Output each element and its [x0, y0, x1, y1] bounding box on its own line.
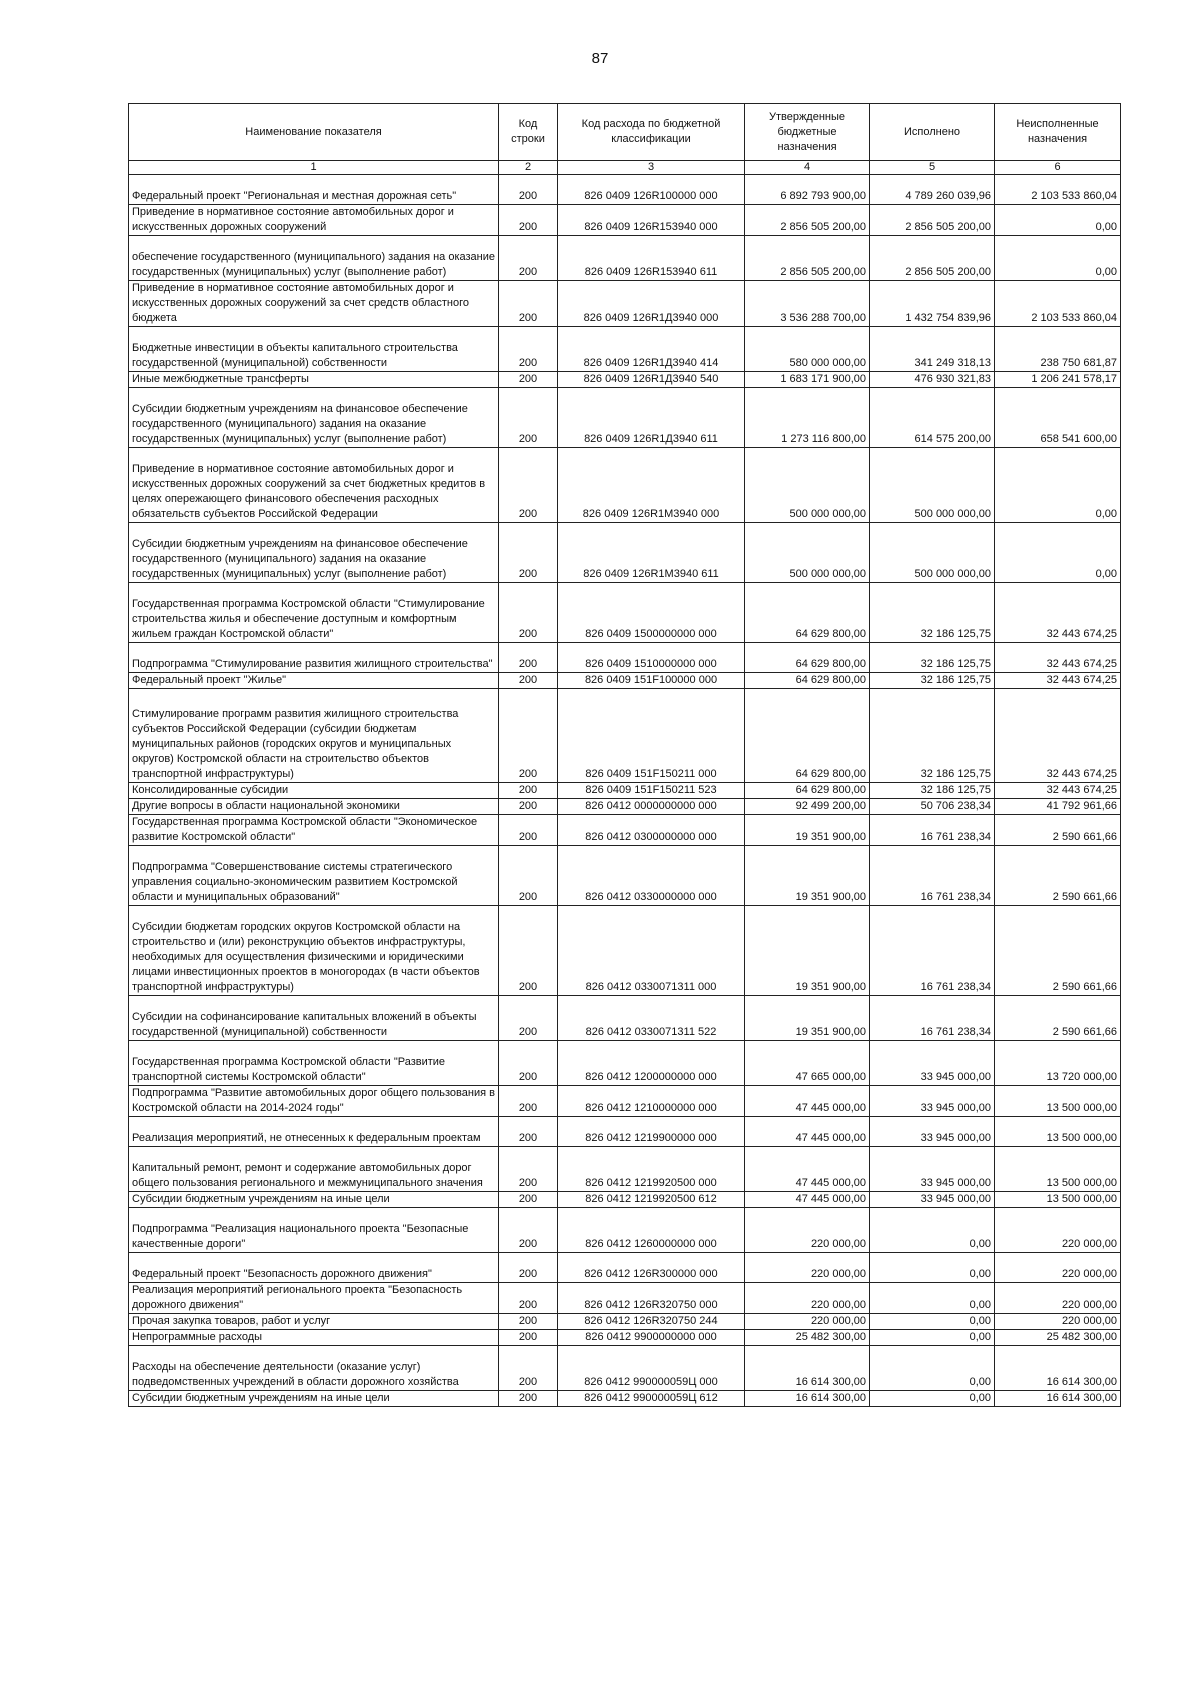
row-approved: 19 351 900,00 — [745, 906, 870, 996]
row-code: 200 — [499, 1314, 558, 1330]
row-name: Подпрограмма "Совершенствование системы стратегического управления социально-экономическим развитием Костромской области и муниципальных образований" — [129, 846, 499, 906]
row-approved: 6 892 793 900,00 — [745, 175, 870, 205]
row-unexecuted: 32 443 674,25 — [995, 643, 1121, 673]
row-name: Другие вопросы в области национальной экономики — [129, 799, 499, 815]
row-name: Федеральный проект "Региональная и местная дорожная сеть" — [129, 175, 499, 205]
row-approved: 47 445 000,00 — [745, 1192, 870, 1208]
row-approved: 47 445 000,00 — [745, 1147, 870, 1192]
row-executed: 2 856 505 200,00 — [870, 236, 995, 281]
row-approved: 64 629 800,00 — [745, 583, 870, 643]
row-code: 200 — [499, 448, 558, 523]
row-executed: 32 186 125,75 — [870, 583, 995, 643]
row-name: Государственная программа Костромской области "Развитие транспортной системы Костромской области" — [129, 1041, 499, 1086]
row-kbk: 826 0412 1210000000 000 — [558, 1086, 745, 1117]
row-name: Приведение в нормативное состояние автомобильных дорог и искусственных дорожных сооружений — [129, 205, 499, 236]
row-code: 200 — [499, 1283, 558, 1314]
row-approved: 16 614 300,00 — [745, 1346, 870, 1391]
row-executed: 0,00 — [870, 1391, 995, 1407]
row-code: 200 — [499, 1086, 558, 1117]
row-code: 200 — [499, 783, 558, 799]
table-row — [129, 523, 1121, 583]
table-row — [129, 846, 1121, 906]
row-unexecuted: 2 590 661,66 — [995, 815, 1121, 846]
header-executed: Исполнено — [870, 104, 995, 161]
table-row — [129, 996, 1121, 1041]
row-code: 200 — [499, 281, 558, 327]
row-unexecuted: 2 590 661,66 — [995, 996, 1121, 1041]
row-kbk: 826 0409 151F150211 000 — [558, 689, 745, 783]
table-row — [129, 906, 1121, 996]
row-executed: 16 761 238,34 — [870, 996, 995, 1041]
row-unexecuted: 2 590 661,66 — [995, 846, 1121, 906]
table-row — [129, 1117, 1121, 1147]
column-number: 1 — [129, 161, 499, 175]
row-executed: 341 249 318,13 — [870, 327, 995, 372]
row-unexecuted: 658 541 600,00 — [995, 388, 1121, 448]
row-name: обеспечение государственного (муниципального) задания на оказание государственных (муниципальных) услуг (выполнение работ) — [129, 236, 499, 281]
row-unexecuted: 2 103 533 860,04 — [995, 281, 1121, 327]
row-unexecuted: 220 000,00 — [995, 1283, 1121, 1314]
row-executed: 33 945 000,00 — [870, 1147, 995, 1192]
row-unexecuted: 32 443 674,25 — [995, 783, 1121, 799]
row-kbk: 826 0409 1500000000 000 — [558, 583, 745, 643]
row-name: Федеральный проект "Безопасность дорожного движения" — [129, 1253, 499, 1283]
row-unexecuted: 32 443 674,25 — [995, 583, 1121, 643]
row-executed: 614 575 200,00 — [870, 388, 995, 448]
row-code: 200 — [499, 996, 558, 1041]
row-executed: 500 000 000,00 — [870, 523, 995, 583]
header-unexecuted: Неисполненные назначения — [995, 104, 1121, 161]
row-unexecuted: 32 443 674,25 — [995, 689, 1121, 783]
row-unexecuted: 13 500 000,00 — [995, 1117, 1121, 1147]
row-approved: 64 629 800,00 — [745, 643, 870, 673]
row-unexecuted: 13 500 000,00 — [995, 1192, 1121, 1208]
row-executed: 0,00 — [870, 1314, 995, 1330]
row-approved: 500 000 000,00 — [745, 523, 870, 583]
row-name: Расходы на обеспечение деятельности (оказание услуг) подведомственных учреждений в области дорожного хозяйства — [129, 1346, 499, 1391]
row-kbk: 826 0409 126R1Д3940 414 — [558, 327, 745, 372]
row-kbk: 826 0412 990000059Ц 612 — [558, 1391, 745, 1407]
table-row — [129, 205, 1121, 236]
table-row — [129, 673, 1121, 689]
row-unexecuted: 0,00 — [995, 448, 1121, 523]
row-kbk: 826 0409 126R153940 611 — [558, 236, 745, 281]
row-kbk: 826 0409 126R1Д3940 000 — [558, 281, 745, 327]
row-code: 200 — [499, 236, 558, 281]
row-unexecuted: 238 750 681,87 — [995, 327, 1121, 372]
row-name: Непрограммные расходы — [129, 1330, 499, 1346]
row-kbk: 826 0412 126R300000 000 — [558, 1253, 745, 1283]
row-code: 200 — [499, 1192, 558, 1208]
row-executed: 0,00 — [870, 1346, 995, 1391]
row-executed: 32 186 125,75 — [870, 689, 995, 783]
row-kbk: 826 0409 151F150211 523 — [558, 783, 745, 799]
row-name: Субсидии бюджетным учреждениям на финансовое обеспечение государственного (муниципального) задания на оказание государственных (муниципальных) услуг (выполнение работ) — [129, 388, 499, 448]
row-executed: 16 761 238,34 — [870, 815, 995, 846]
table-body — [129, 175, 1121, 1407]
table-row — [129, 175, 1121, 205]
row-code: 200 — [499, 205, 558, 236]
row-code: 200 — [499, 1391, 558, 1407]
row-code: 200 — [499, 673, 558, 689]
row-approved: 3 536 288 700,00 — [745, 281, 870, 327]
row-name: Приведение в нормативное состояние автомобильных дорог и искусственных дорожных сооружений за счет бюджетных кредитов в целях опережающего финансового обеспечения расходных обязательств субъектов Российской Федерации — [129, 448, 499, 523]
table-row — [129, 236, 1121, 281]
column-number: 6 — [995, 161, 1121, 175]
table-row — [129, 1208, 1121, 1253]
table-row — [129, 388, 1121, 448]
row-unexecuted: 25 482 300,00 — [995, 1330, 1121, 1346]
table-row — [129, 1330, 1121, 1346]
row-kbk: 826 0409 126R1М3940 000 — [558, 448, 745, 523]
table-row — [129, 643, 1121, 673]
row-unexecuted: 41 792 961,66 — [995, 799, 1121, 815]
row-executed: 32 186 125,75 — [870, 783, 995, 799]
row-name: Реализация мероприятий, не отнесенных к федеральным проектам — [129, 1117, 499, 1147]
row-executed: 500 000 000,00 — [870, 448, 995, 523]
table-row — [129, 1086, 1121, 1117]
header-name: Наименование показателя — [129, 104, 499, 161]
row-approved: 220 000,00 — [745, 1208, 870, 1253]
row-kbk: 826 0412 1219900000 000 — [558, 1117, 745, 1147]
row-unexecuted: 0,00 — [995, 523, 1121, 583]
row-name: Подпрограмма "Развитие автомобильных дорог общего пользования в Костромской области на 2014-2024 годы" — [129, 1086, 499, 1117]
table-row — [129, 583, 1121, 643]
row-unexecuted: 16 614 300,00 — [995, 1346, 1121, 1391]
row-code: 200 — [499, 1147, 558, 1192]
row-executed: 0,00 — [870, 1208, 995, 1253]
row-kbk: 826 0412 0300000000 000 — [558, 815, 745, 846]
table-header-row — [129, 104, 1121, 161]
row-name: Приведение в нормативное состояние автомобильных дорог и искусственных дорожных сооружений за счет средств областного бюджета — [129, 281, 499, 327]
budget-report-table — [128, 103, 1121, 1407]
column-number: 3 — [558, 161, 745, 175]
row-executed: 33 945 000,00 — [870, 1117, 995, 1147]
row-code: 200 — [499, 643, 558, 673]
row-executed: 32 186 125,75 — [870, 673, 995, 689]
row-code: 200 — [499, 1117, 558, 1147]
row-code: 200 — [499, 1346, 558, 1391]
row-kbk: 826 0412 126R320750 244 — [558, 1314, 745, 1330]
row-unexecuted: 220 000,00 — [995, 1208, 1121, 1253]
table-row — [129, 1253, 1121, 1283]
row-approved: 19 351 900,00 — [745, 996, 870, 1041]
row-unexecuted: 13 500 000,00 — [995, 1147, 1121, 1192]
row-approved: 19 351 900,00 — [745, 815, 870, 846]
row-code: 200 — [499, 523, 558, 583]
row-kbk: 826 0409 126R1М3940 611 — [558, 523, 745, 583]
row-name: Капитальный ремонт, ремонт и содержание автомобильных дорог общего пользования регионального и межмуниципального значения — [129, 1147, 499, 1192]
row-kbk: 826 0412 1200000000 000 — [558, 1041, 745, 1086]
row-name: Прочая закупка товаров, работ и услуг — [129, 1314, 499, 1330]
table-row — [129, 1147, 1121, 1192]
row-approved: 500 000 000,00 — [745, 448, 870, 523]
row-executed: 476 930 321,83 — [870, 372, 995, 388]
row-executed: 32 186 125,75 — [870, 643, 995, 673]
table-row — [129, 1314, 1121, 1330]
row-approved: 1 273 116 800,00 — [745, 388, 870, 448]
table-row — [129, 799, 1121, 815]
table-row — [129, 372, 1121, 388]
table-row — [129, 448, 1121, 523]
row-executed: 0,00 — [870, 1330, 995, 1346]
row-name: Бюджетные инвестиции в объекты капитального строительства государственной (муниципальной) собственности — [129, 327, 499, 372]
row-executed: 0,00 — [870, 1283, 995, 1314]
row-unexecuted: 16 614 300,00 — [995, 1391, 1121, 1407]
row-code: 200 — [499, 1041, 558, 1086]
row-executed: 33 945 000,00 — [870, 1086, 995, 1117]
row-kbk: 826 0412 990000059Ц 000 — [558, 1346, 745, 1391]
row-kbk: 826 0412 1219920500 000 — [558, 1147, 745, 1192]
row-approved: 220 000,00 — [745, 1253, 870, 1283]
row-kbk: 826 0412 1219920500 612 — [558, 1192, 745, 1208]
row-executed: 16 761 238,34 — [870, 906, 995, 996]
table-row — [129, 327, 1121, 372]
row-executed: 50 706 238,34 — [870, 799, 995, 815]
row-code: 200 — [499, 815, 558, 846]
row-executed: 33 945 000,00 — [870, 1192, 995, 1208]
table-row — [129, 689, 1121, 783]
row-name: Реализация мероприятий регионального проекта "Безопасность дорожного движения" — [129, 1283, 499, 1314]
column-number: 5 — [870, 161, 995, 175]
row-executed: 1 432 754 839,96 — [870, 281, 995, 327]
row-code: 200 — [499, 689, 558, 783]
row-executed: 2 856 505 200,00 — [870, 205, 995, 236]
row-unexecuted: 0,00 — [995, 205, 1121, 236]
table-row — [129, 281, 1121, 327]
row-approved: 16 614 300,00 — [745, 1391, 870, 1407]
row-name: Субсидии бюджетным учреждениям на иные цели — [129, 1192, 499, 1208]
row-kbk: 826 0412 1260000000 000 — [558, 1208, 745, 1253]
row-name: Субсидии бюджетным учреждениям на финансовое обеспечение государственного (муниципального) задания на оказание государственных (муниципальных) услуг (выполнение работ) — [129, 523, 499, 583]
row-code: 200 — [499, 1253, 558, 1283]
row-name: Подпрограмма "Реализация национального проекта "Безопасные качественные дороги" — [129, 1208, 499, 1253]
row-unexecuted: 2 103 533 860,04 — [995, 175, 1121, 205]
column-number-row — [129, 161, 1121, 175]
row-kbk: 826 0409 126R1Д3940 540 — [558, 372, 745, 388]
page-number: 87 — [591, 50, 609, 67]
row-executed: 33 945 000,00 — [870, 1041, 995, 1086]
table-row — [129, 1283, 1121, 1314]
row-kbk: 826 0412 126R320750 000 — [558, 1283, 745, 1314]
row-code: 200 — [499, 372, 558, 388]
column-number: 2 — [499, 161, 558, 175]
row-approved: 64 629 800,00 — [745, 783, 870, 799]
row-approved: 47 665 000,00 — [745, 1041, 870, 1086]
row-approved: 220 000,00 — [745, 1314, 870, 1330]
row-kbk: 826 0409 126R153940 000 — [558, 205, 745, 236]
row-unexecuted: 220 000,00 — [995, 1253, 1121, 1283]
column-number: 4 — [745, 161, 870, 175]
row-approved: 1 683 171 900,00 — [745, 372, 870, 388]
row-approved: 92 499 200,00 — [745, 799, 870, 815]
row-name: Государственная программа Костромской области "Стимулирование строительства жилья и обеспечение доступным и комфортным жильем граждан Костромской области" — [129, 583, 499, 643]
row-code: 200 — [499, 175, 558, 205]
row-name: Иные межбюджетные трансферты — [129, 372, 499, 388]
row-name: Федеральный проект "Жилье" — [129, 673, 499, 689]
row-code: 200 — [499, 1330, 558, 1346]
table-row — [129, 1192, 1121, 1208]
row-name: Подпрограмма "Стимулирование развития жилищного строительства" — [129, 643, 499, 673]
row-name: Стимулирование программ развития жилищного строительства субъектов Российской Федерации (субсидии бюджетам муниципальных районов (городских округов и муниципальных округов) Костромской области на строительство объектов транспортной инфраструктуры) — [129, 689, 499, 783]
row-unexecuted: 13 720 000,00 — [995, 1041, 1121, 1086]
row-code: 200 — [499, 906, 558, 996]
row-approved: 220 000,00 — [745, 1283, 870, 1314]
row-kbk: 826 0412 0330000000 000 — [558, 846, 745, 906]
table-row — [129, 1041, 1121, 1086]
row-code: 200 — [499, 583, 558, 643]
row-kbk: 826 0409 126R1Д3940 611 — [558, 388, 745, 448]
row-code: 200 — [499, 388, 558, 448]
row-approved: 2 856 505 200,00 — [745, 205, 870, 236]
row-approved: 47 445 000,00 — [745, 1117, 870, 1147]
row-unexecuted: 2 590 661,66 — [995, 906, 1121, 996]
row-executed: 16 761 238,34 — [870, 846, 995, 906]
row-kbk: 826 0412 0000000000 000 — [558, 799, 745, 815]
row-code: 200 — [499, 799, 558, 815]
row-approved: 47 445 000,00 — [745, 1086, 870, 1117]
row-approved: 580 000 000,00 — [745, 327, 870, 372]
row-kbk: 826 0412 0330071311 000 — [558, 906, 745, 996]
header-kbk: Код расхода по бюджетной классификации — [558, 104, 745, 161]
row-approved: 64 629 800,00 — [745, 673, 870, 689]
row-unexecuted: 220 000,00 — [995, 1314, 1121, 1330]
row-name: Субсидии бюджетным учреждениям на иные цели — [129, 1391, 499, 1407]
row-name: Консолидированные субсидии — [129, 783, 499, 799]
row-name: Государственная программа Костромской области "Экономическое развитие Костромской области" — [129, 815, 499, 846]
row-kbk: 826 0409 151F100000 000 — [558, 673, 745, 689]
row-executed: 4 789 260 039,96 — [870, 175, 995, 205]
row-kbk: 826 0412 0330071311 522 — [558, 996, 745, 1041]
row-code: 200 — [499, 327, 558, 372]
row-name: Субсидии бюджетам городских округов Костромской области на строительство и (или) реконструкцию объектов инфраструктуры, необходимых для осуществления физическими и юридическими лицами инвестиционных проектов в моногородах (в части объектов транспортной инфраструктуры) — [129, 906, 499, 996]
row-kbk: 826 0409 126R100000 000 — [558, 175, 745, 205]
row-approved: 2 856 505 200,00 — [745, 236, 870, 281]
row-name: Субсидии на софинансирование капитальных вложений в объекты государственной (муниципальной) собственности — [129, 996, 499, 1041]
row-unexecuted: 1 206 241 578,17 — [995, 372, 1121, 388]
table-row — [129, 783, 1121, 799]
header-approved: Утвержденные бюджетные назначения — [745, 104, 870, 161]
row-kbk: 826 0412 9900000000 000 — [558, 1330, 745, 1346]
row-kbk: 826 0409 1510000000 000 — [558, 643, 745, 673]
row-unexecuted: 13 500 000,00 — [995, 1086, 1121, 1117]
table-row — [129, 1391, 1121, 1407]
table-row — [129, 1346, 1121, 1391]
row-approved: 19 351 900,00 — [745, 846, 870, 906]
row-unexecuted: 32 443 674,25 — [995, 673, 1121, 689]
row-approved: 64 629 800,00 — [745, 689, 870, 783]
row-unexecuted: 0,00 — [995, 236, 1121, 281]
row-approved: 25 482 300,00 — [745, 1330, 870, 1346]
row-code: 200 — [499, 846, 558, 906]
row-executed: 0,00 — [870, 1253, 995, 1283]
row-code: 200 — [499, 1208, 558, 1253]
table-row — [129, 815, 1121, 846]
header-code: Код строки — [499, 104, 558, 161]
